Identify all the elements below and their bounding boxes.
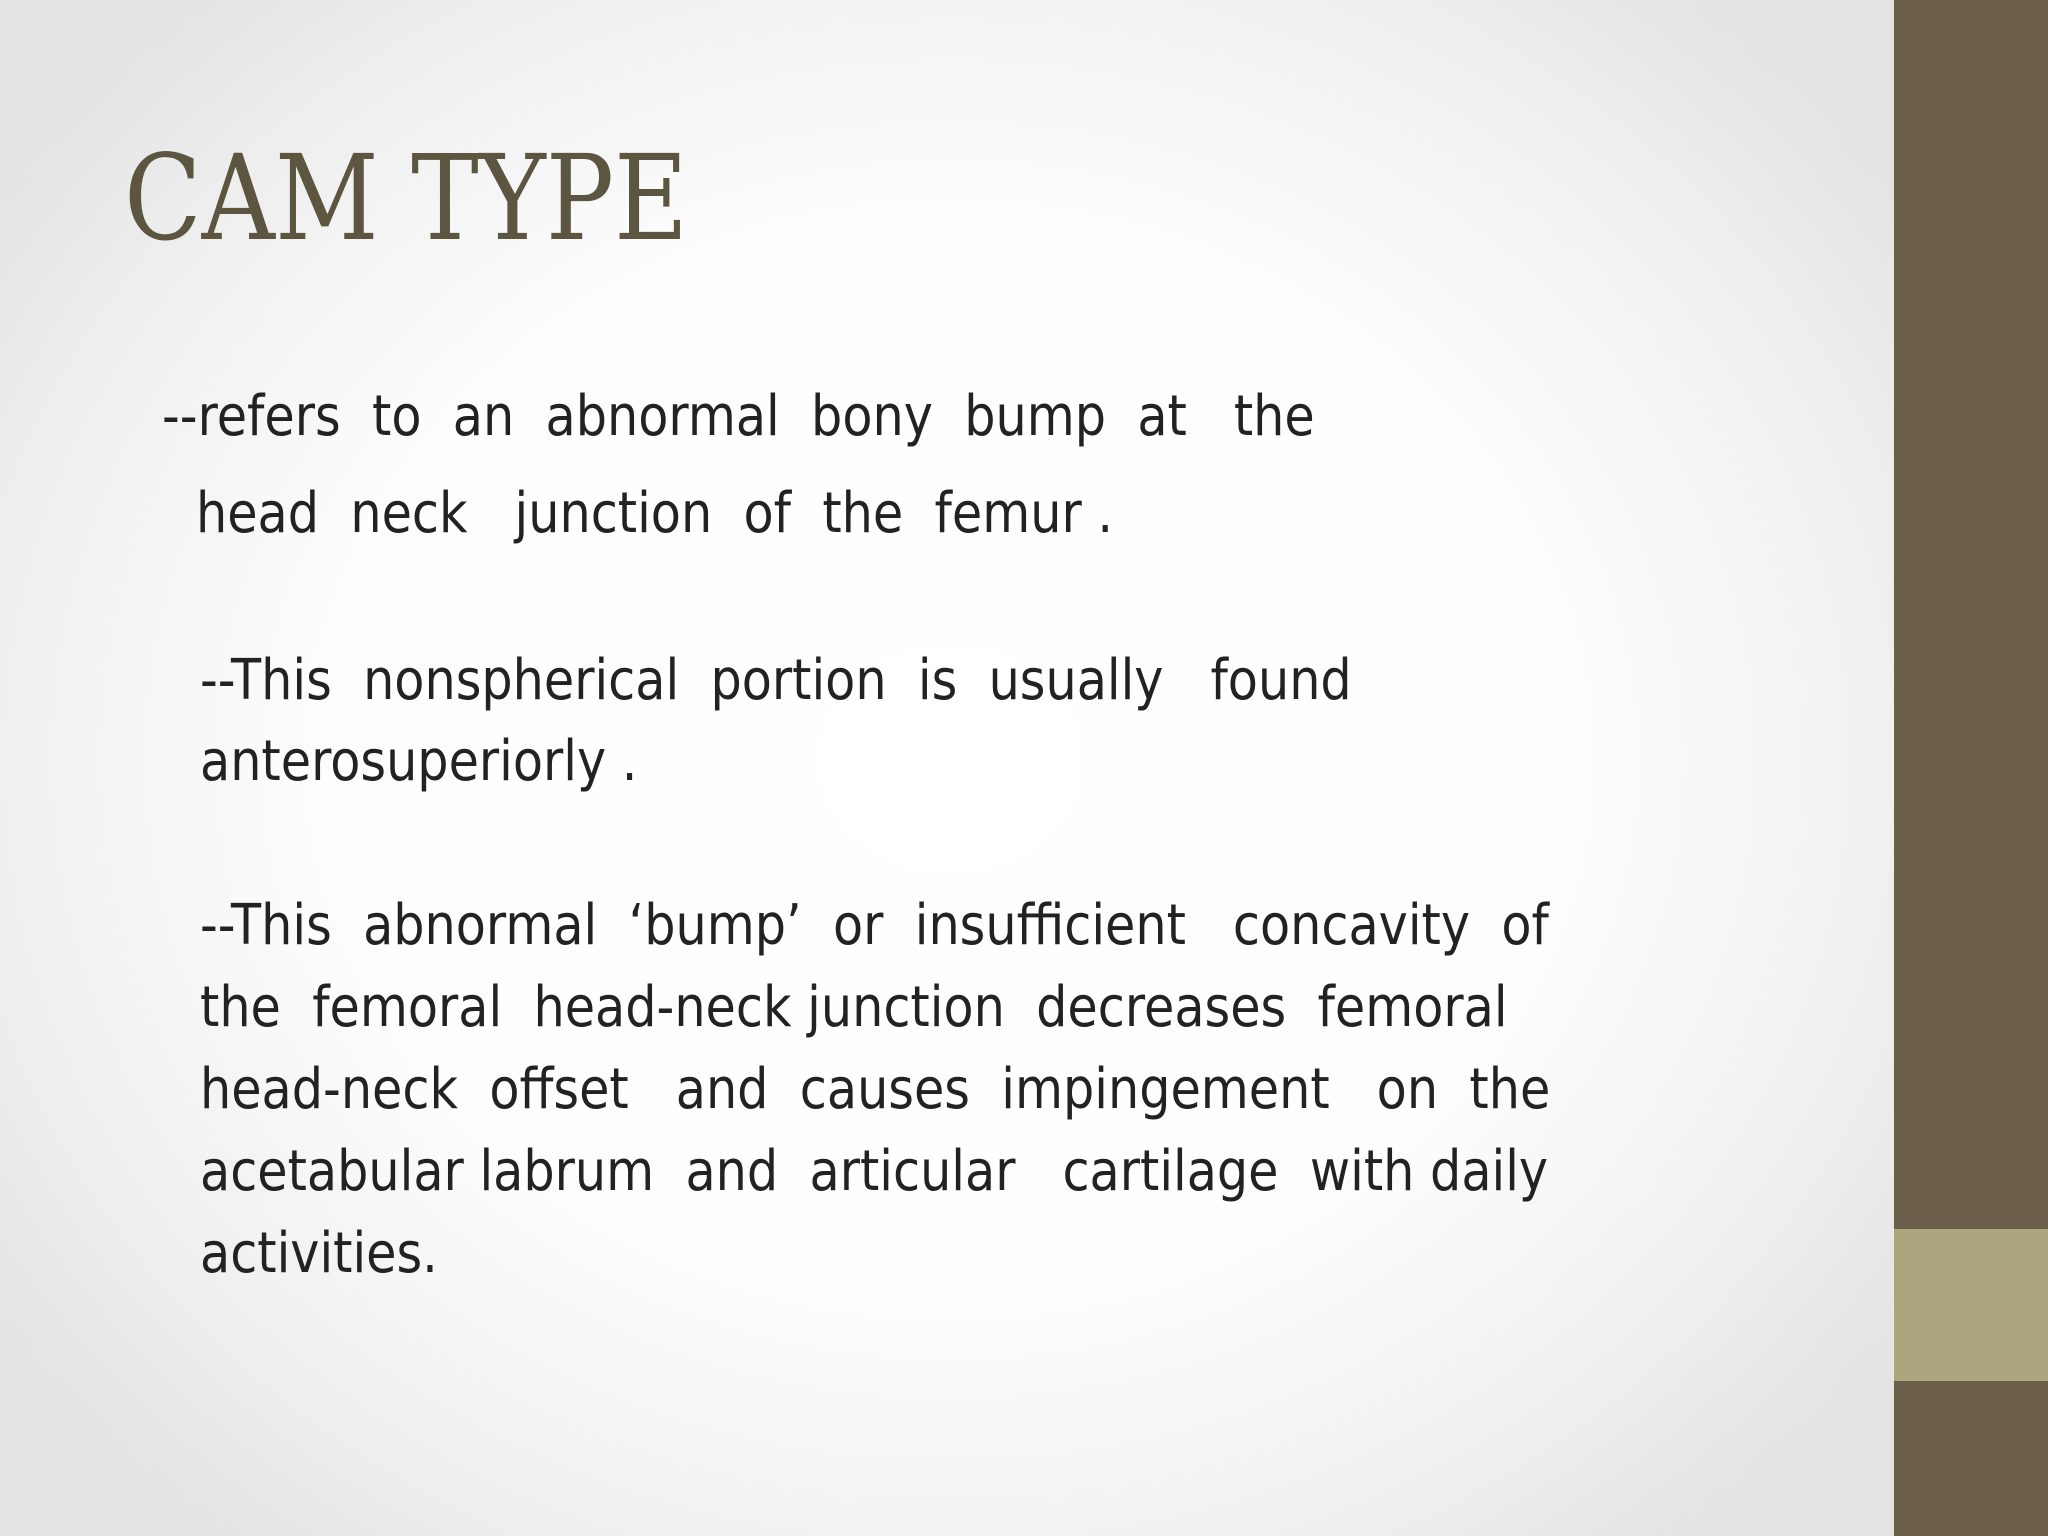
- body-line: --This nonspherical portion is usually found: [200, 648, 1352, 713]
- body-line: --This abnormal ‘bump’ or insufficient concavity of: [200, 893, 1549, 958]
- body-line: activities.: [200, 1221, 438, 1286]
- body-line: anterosuperiorly .: [200, 729, 638, 794]
- body-line: head-neck offset and causes impingement on the: [200, 1057, 1551, 1122]
- body-line: the femoral head-neck junction decreases femoral: [200, 975, 1508, 1040]
- body-line: --refers to an abnormal bony bump at the: [162, 384, 1315, 449]
- side-decor-accent: [1894, 1229, 2048, 1381]
- slide-title: CAM TYPE: [124, 129, 689, 267]
- body-line: acetabular labrum and articular cartilage with daily: [200, 1139, 1549, 1204]
- body-line: head neck junction of the femur .: [196, 481, 1114, 546]
